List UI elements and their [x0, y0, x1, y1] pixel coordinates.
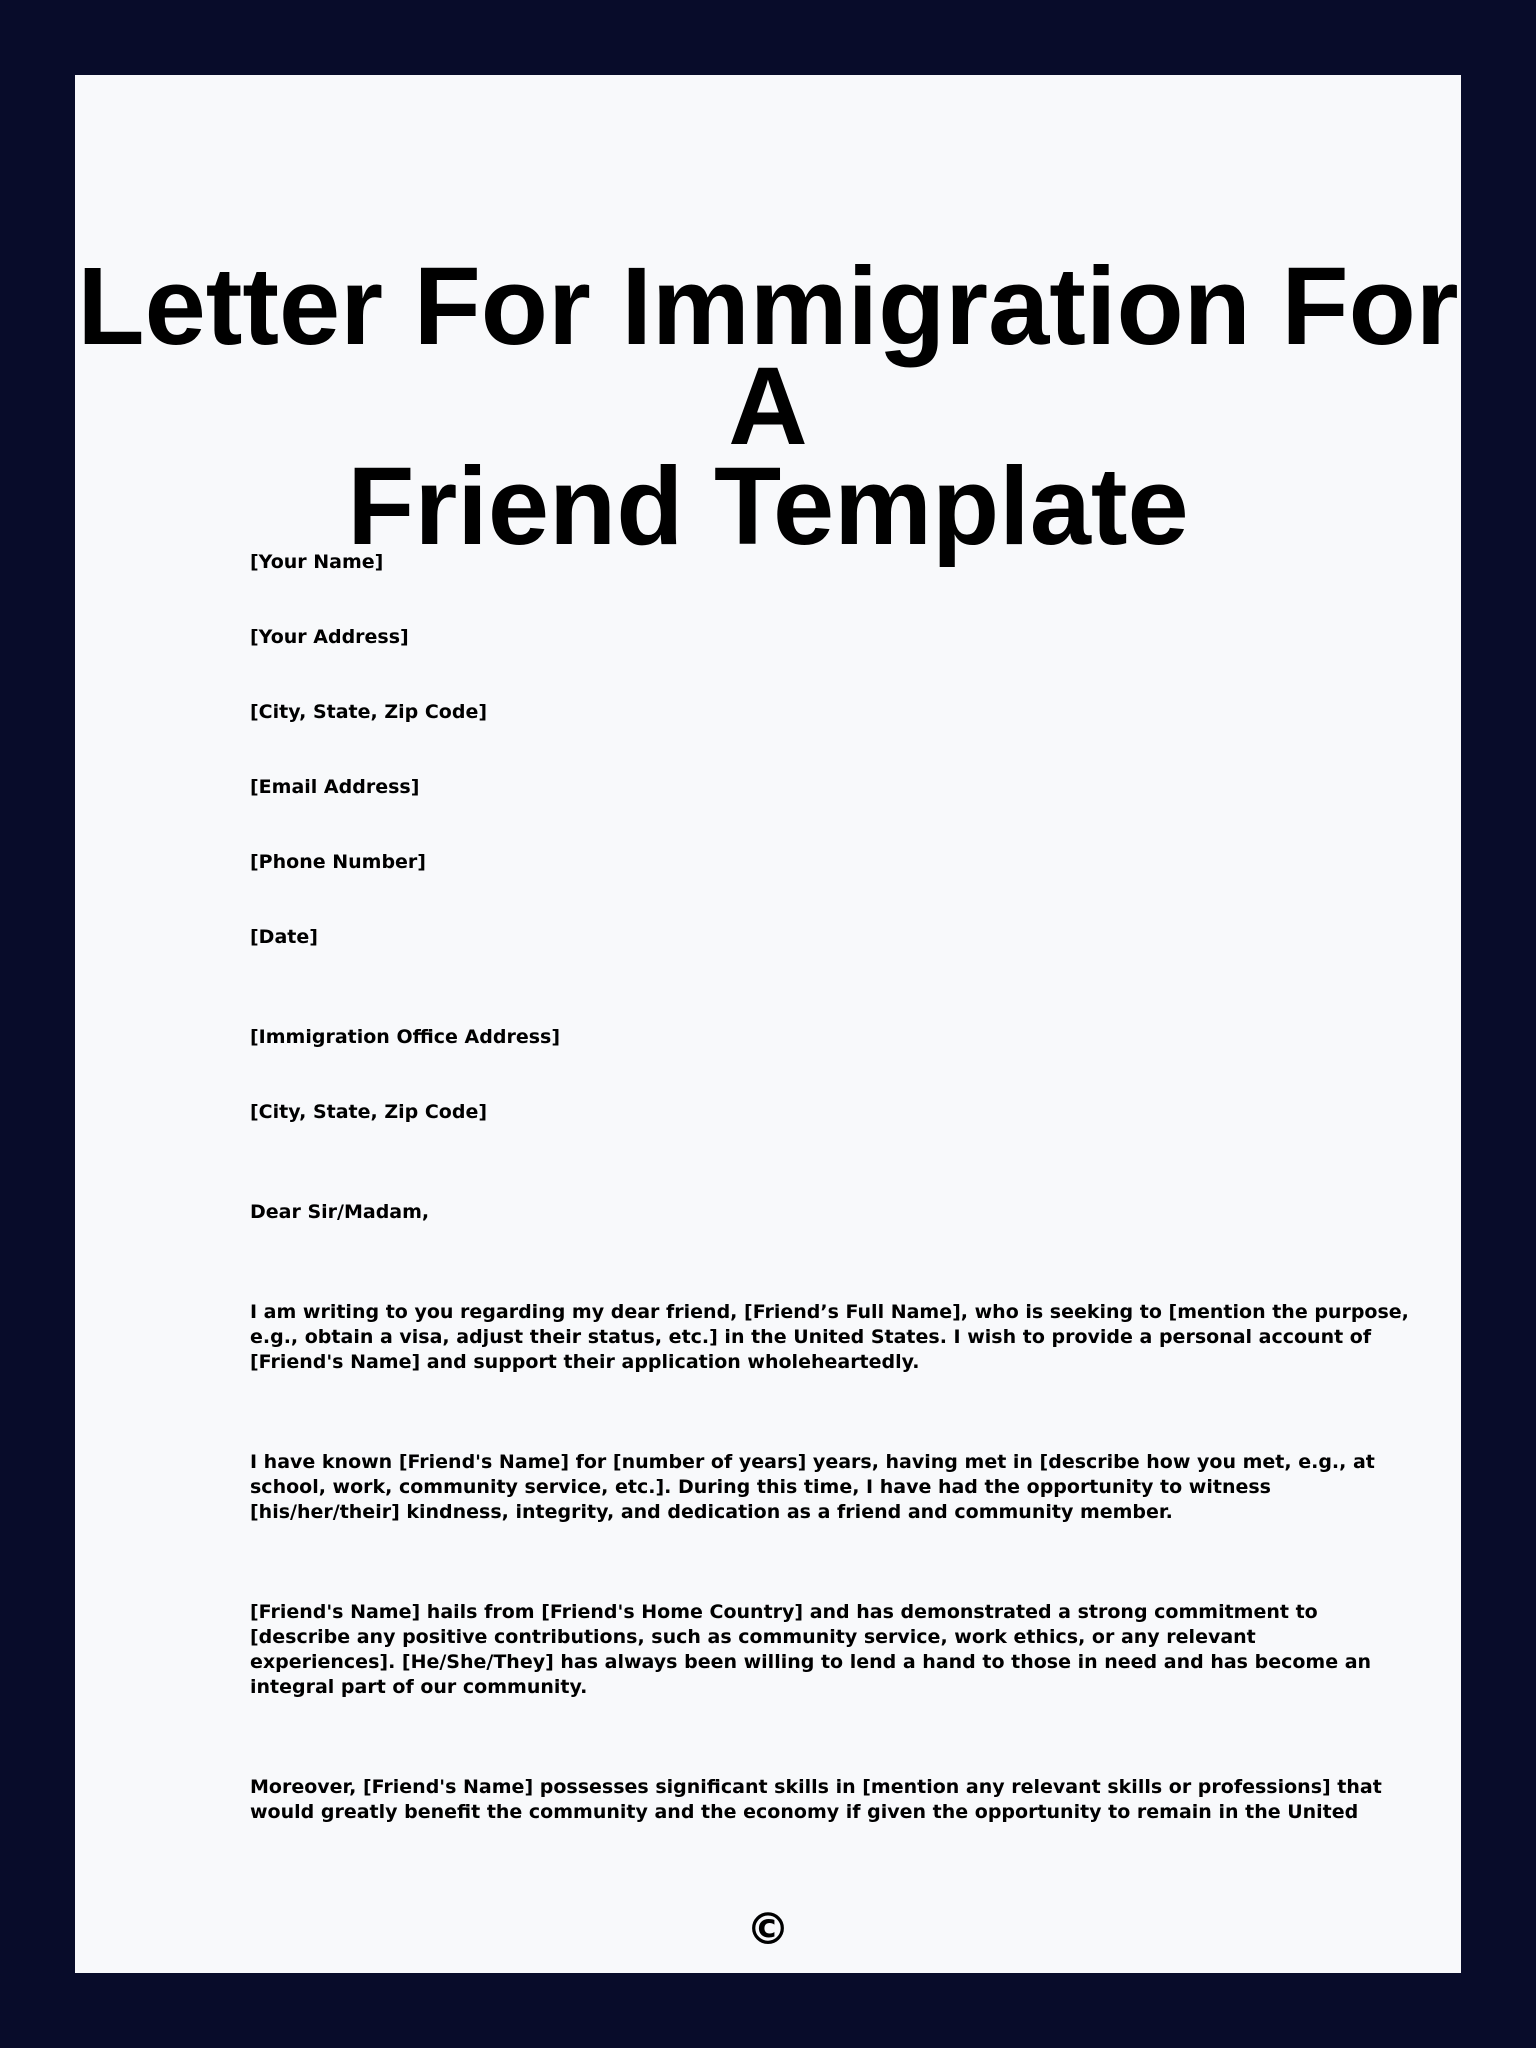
- paragraph-line: experiences]. [He/She/They] has always been willing to lend a hand to those in need and has become an: [250, 1651, 1372, 1673]
- letter-body: [250, 75, 1409, 1973]
- recipient-city-state-zip: [City, State, Zip Code]: [250, 1101, 488, 1123]
- paragraph-line: Moreover, [Friend's Name] possesses significant skills in [mention any relevant skills or professions] that: [250, 1776, 1382, 1798]
- title-line-2: Friend Template: [347, 445, 1189, 568]
- paragraph-line: [Friend's Name] and support their application wholeheartedly.: [250, 1351, 920, 1373]
- salutation: Dear Sir/Madam,: [250, 1201, 430, 1223]
- paragraph-line: I have known [Friend's Name] for [number of years] years, having met in [describe how you met, e.g., at: [250, 1451, 1375, 1473]
- paragraph-line: e.g., obtain a visa, adjust their status, etc.] in the United States. I wish to provide a personal account of: [250, 1326, 1372, 1348]
- sender-email: [Email Address]: [250, 776, 420, 798]
- paragraph-4: [250, 1775, 1382, 1825]
- paragraph-line: [his/her/their] kindness, integrity, and dedication as a friend and community member.: [250, 1501, 1173, 1523]
- paragraph-2: [250, 1450, 1375, 1525]
- paragraph-line: I am writing to you regarding my dear friend, [Friend’s Full Name], who is seeking to [mention the purpose,: [250, 1301, 1409, 1323]
- paragraph-1: [250, 1300, 1409, 1375]
- copyright-icon: ©: [746, 1904, 790, 1955]
- document-page: [75, 75, 1461, 1973]
- sender-city-state-zip: [City, State, Zip Code]: [250, 701, 488, 723]
- sender-name: [Your Name]: [250, 551, 384, 573]
- paragraph-line: [Friend's Name] hails from [Friend's Home Country] and has demonstrated a strong commitment to: [250, 1601, 1318, 1623]
- sender-phone: [Phone Number]: [250, 851, 426, 873]
- letter-date: [Date]: [250, 926, 318, 948]
- paragraph-3: [250, 1600, 1372, 1700]
- sender-address: [Your Address]: [250, 626, 409, 648]
- recipient-office-address: [Immigration Office Address]: [250, 1026, 561, 1048]
- title-line-1: Letter For Immigration For A: [77, 245, 1459, 468]
- paragraph-line: school, work, community service, etc.]. During this time, I have had the opportunity to witness: [250, 1476, 1271, 1498]
- paragraph-line: [describe any positive contributions, such as community service, work ethics, or any relevant: [250, 1626, 1256, 1648]
- paragraph-line: would greatly benefit the community and the economy if given the opportunity to remain in the United: [250, 1801, 1359, 1823]
- paragraph-line: integral part of our community.: [250, 1676, 588, 1698]
